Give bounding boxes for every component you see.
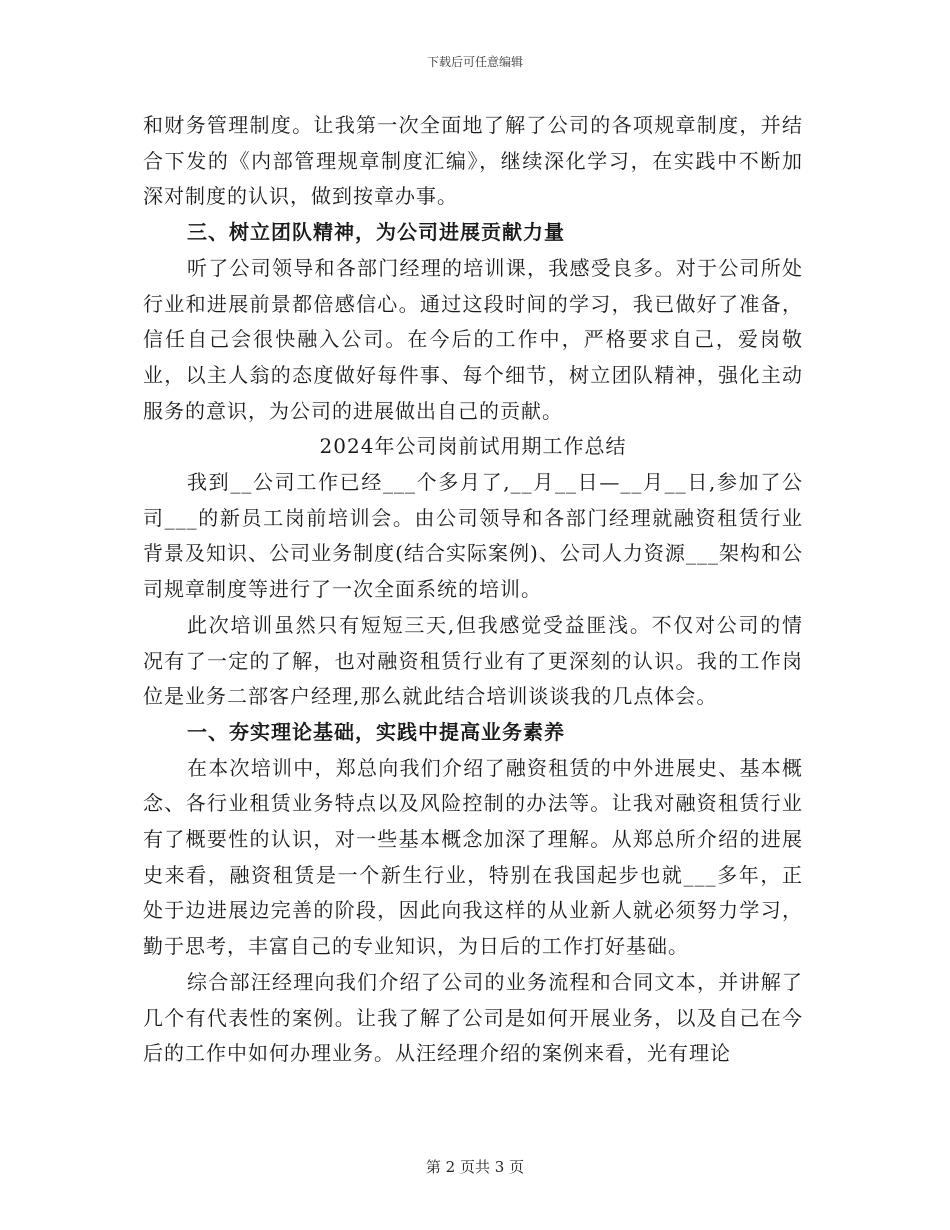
document-body (143, 108, 803, 1072)
page-number: 第 2 页共 3 页 (425, 1158, 525, 1176)
paragraph: 我到__公司工作已经___个多月了,__月__日—__月__日,参加了公司___的新员工岗前培训会。由公司领导和各部门经理就融资租赁行业背景及知识、公司业务制度(结合实际案例)、公司人力资源___架构和公司规章制度等进行了一次全面系统的培训。 (143, 470, 803, 602)
paragraph: 和财务管理制度。让我第一次全面地了解了公司的各项规章制度，并结合下发的《内部管理规章制度汇编》，继续深化学习，在实践中不断加深对制度的认识，做到按章办事。 (143, 113, 803, 209)
document-title: 2024年公司岗前试用期工作总结 (319, 434, 627, 459)
section-heading: 一、夯实理论基础，实践中提高业务素养 (187, 719, 565, 744)
paragraph: 此次培训虽然只有短短三天,但我感觉受益匪浅。不仅对公司的情况有了一定的了解，也对融资租赁行业有了更深刻的认识。我的工作岗位是业务二部客户经理,那么就此结合培训谈谈我的几点体会。 (143, 612, 803, 709)
paragraph: 听了公司领导和各部门经理的培训课，我感受良多。对于公司所处行业和进展前景都倍感信心。通过这段时间的学习，我已做好了准备，信任自己会很快融入公司。在今后的工作中，严格要求自己，爱岗敬业，以主人翁的态度做好每件事、每个细节，树立团队精神，强化主动服务的意识，为公司的进展做出自己的贡献。 (143, 255, 803, 423)
paragraph: 在本次培训中，郑总向我们介绍了融资租赁的中外进展史、基本概念、各行业租赁业务特点以及风险控制的办法等。让我对融资租赁行业有了概要性的认识，对一些基本概念加深了理解。从郑总所介绍的进展史来看，融资租赁是一个新生行业，特别在我国起步也就___多年，正处于边进展边完善的阶段，因此向我这样的从业新人就必须努力学习，勤于思考，丰富自己的专业知识，为日后的工作打好基础。 (143, 755, 803, 959)
paragraph: 综合部汪经理向我们介绍了公司的业务流程和合同文本，并讲解了几个有代表性的案例。让我了解了公司是如何开展业务，以及自己在今后的工作中如何办理业务。从汪经理介绍的案例来看，光有理论 (143, 969, 803, 1066)
header-note: 下载后可任意编辑 (426, 55, 523, 69)
section-heading: 三、树立团队精神，为公司进展贡献力量 (187, 220, 565, 245)
